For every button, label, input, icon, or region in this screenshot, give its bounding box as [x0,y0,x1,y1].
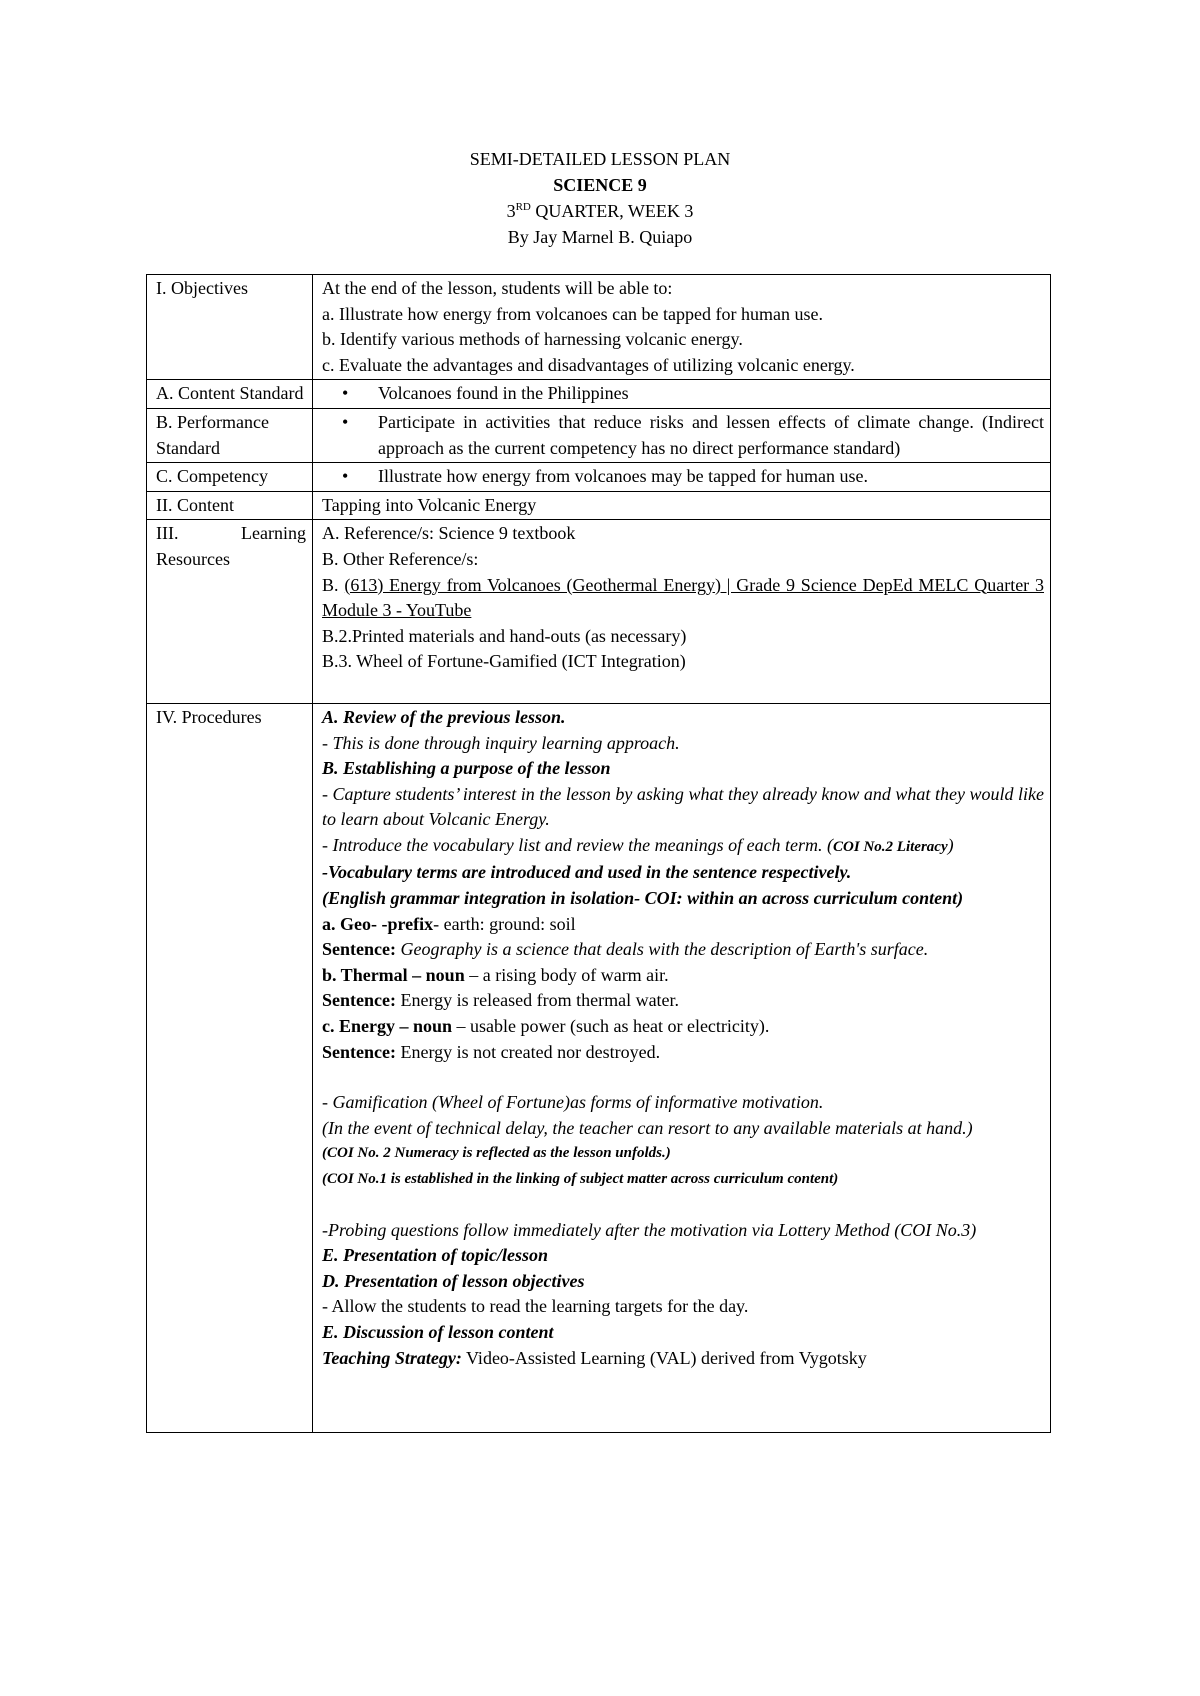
resource-b2: B.2.Printed materials and hand-outs (as necessary) [322,625,687,646]
term-b-sentence: Sentence: Energy is released from thermal water. [322,990,680,1011]
label-learning-resources: III. Learning Resources [147,520,313,704]
proc-vocab-intro: - Introduce the vocabulary list and review the meanings of each term. (COI No.2 Literacy) [322,834,954,855]
resource-b3: B.3. Wheel of Fortune-Gamified (ICT Integration) [322,651,686,672]
plan-title: SEMI-DETAILED LESSON PLAN [469,149,731,169]
proc-d-heading: D. Presentation of lesson objectives [322,1270,585,1291]
proc-a-heading: A. Review of the previous lesson. [322,706,566,727]
row-content [147,491,1051,520]
term-b: b. Thermal – noun – a rising body of warm air. [322,964,669,985]
lesson-plan-table [146,274,1051,1433]
proc-english-integration: (English grammar integration in isolation- COI: within an across curriculum content) [322,888,964,909]
quarter-line: 3RD QUARTER, WEEK 3 [506,201,694,221]
document-header [0,146,1200,250]
subject-title: SCIENCE 9 [553,175,647,195]
author-line: By Jay Marnel B. Quiapo [507,227,693,247]
row-performance-standard [147,408,1051,462]
proc-e-heading: E. Presentation of topic/lesson [322,1245,549,1266]
resources-cell [313,520,1051,704]
objectives-intro: At the end of the lesson, students will be able to: [322,278,673,298]
label-procedures: IV. Procedures [147,703,313,1432]
term-c: c. Energy – noun – usable power (such as heat or electricity). [322,1016,770,1037]
label-content-standard: A. Content Standard [147,380,313,409]
objective-c: c. Evaluate the advantages and disadvantages of utilizing volcanic energy. [322,354,855,375]
proc-b-text: - Capture students’ interest in the lesson by asking what they already know and what they would like to learn about Volcanic Energy. [322,783,1044,830]
proc-vocab-used: -Vocabulary terms are introduced and used in the sentence respectively. [322,862,852,883]
row-content-standard [147,380,1051,409]
label-objectives: I. Objectives [147,275,313,380]
performance-standard-item: • Participate in activities that reduce risks and lessen effects of climate change. (Indirect approach as the current competency has no direct performance standard) [378,410,1044,461]
resource-b: B. Other Reference/s: [322,548,479,569]
proc-delay-note: (In the event of technical delay, the teacher can resort to any available materials at hand.) [322,1117,973,1138]
term-a: a. Geo- -prefix- earth: ground: soil [322,913,576,934]
proc-d-text: - Allow the students to read the learning targets for the day. [322,1296,749,1317]
term-c-sentence: Sentence: Energy is not created nor destroyed. [322,1041,661,1062]
objectives-cell [313,275,1051,380]
term-a-sentence: Sentence: Geography is a science that deals with the description of Earth's surface. [322,939,929,960]
proc-probing: -Probing questions follow immediately after the motivation via Lottery Method (COI No.3) [322,1219,977,1240]
row-procedures [147,703,1051,1432]
proc-coi1: (COI No.1 is established in the linking of subject matter across curriculum content) [322,1171,839,1187]
proc-e2-heading: E. Discussion of lesson content [322,1321,554,1342]
proc-gamification: - Gamification (Wheel of Fortune)as forms of informative motivation. [322,1092,824,1113]
proc-a-text: - This is done through inquiry learning approach. [322,732,680,753]
competency-item: • Illustrate how energy from volcanoes may be tapped for human use. [378,464,1044,490]
objective-b: b. Identify various methods of harnessing volcanic energy. [322,329,743,350]
label-content: II. Content [147,491,313,520]
procedures-cell [313,703,1051,1432]
row-learning-resources [147,520,1051,704]
resource-link-line: B. (613) Energy from Volcanoes (Geothermal Energy) | Grade 9 Science DepEd MELC Quarter 3 Module 3 - YouTube [322,574,1044,621]
objective-a: a. Illustrate how energy from volcanoes can be tapped for human use. [322,303,823,324]
resource-a: A. Reference/s: Science 9 textbook [322,523,576,544]
label-performance-standard: B. Performance Standard [147,408,313,462]
row-competency [147,463,1051,492]
proc-strategy: Teaching Strategy: Video-Assisted Learning (VAL) derived from Vygotsky [322,1347,867,1368]
content-text: Tapping into Volcanic Energy [313,491,1051,520]
youtube-link[interactable]: (613) Energy from Volcanoes (Geothermal Energy) | Grade 9 Science DepEd MELC Quarter 3 Module 3 - YouTube [322,574,1044,621]
row-objectives [147,275,1051,380]
label-competency: C. Competency [147,463,313,492]
proc-b-heading: B. Establishing a purpose of the lesson [322,758,611,779]
proc-coi2: (COI No. 2 Numeracy is reflected as the lesson unfolds.) [322,1145,671,1162]
content-standard-item: • Volcanoes found in the Philippines [378,381,1044,407]
